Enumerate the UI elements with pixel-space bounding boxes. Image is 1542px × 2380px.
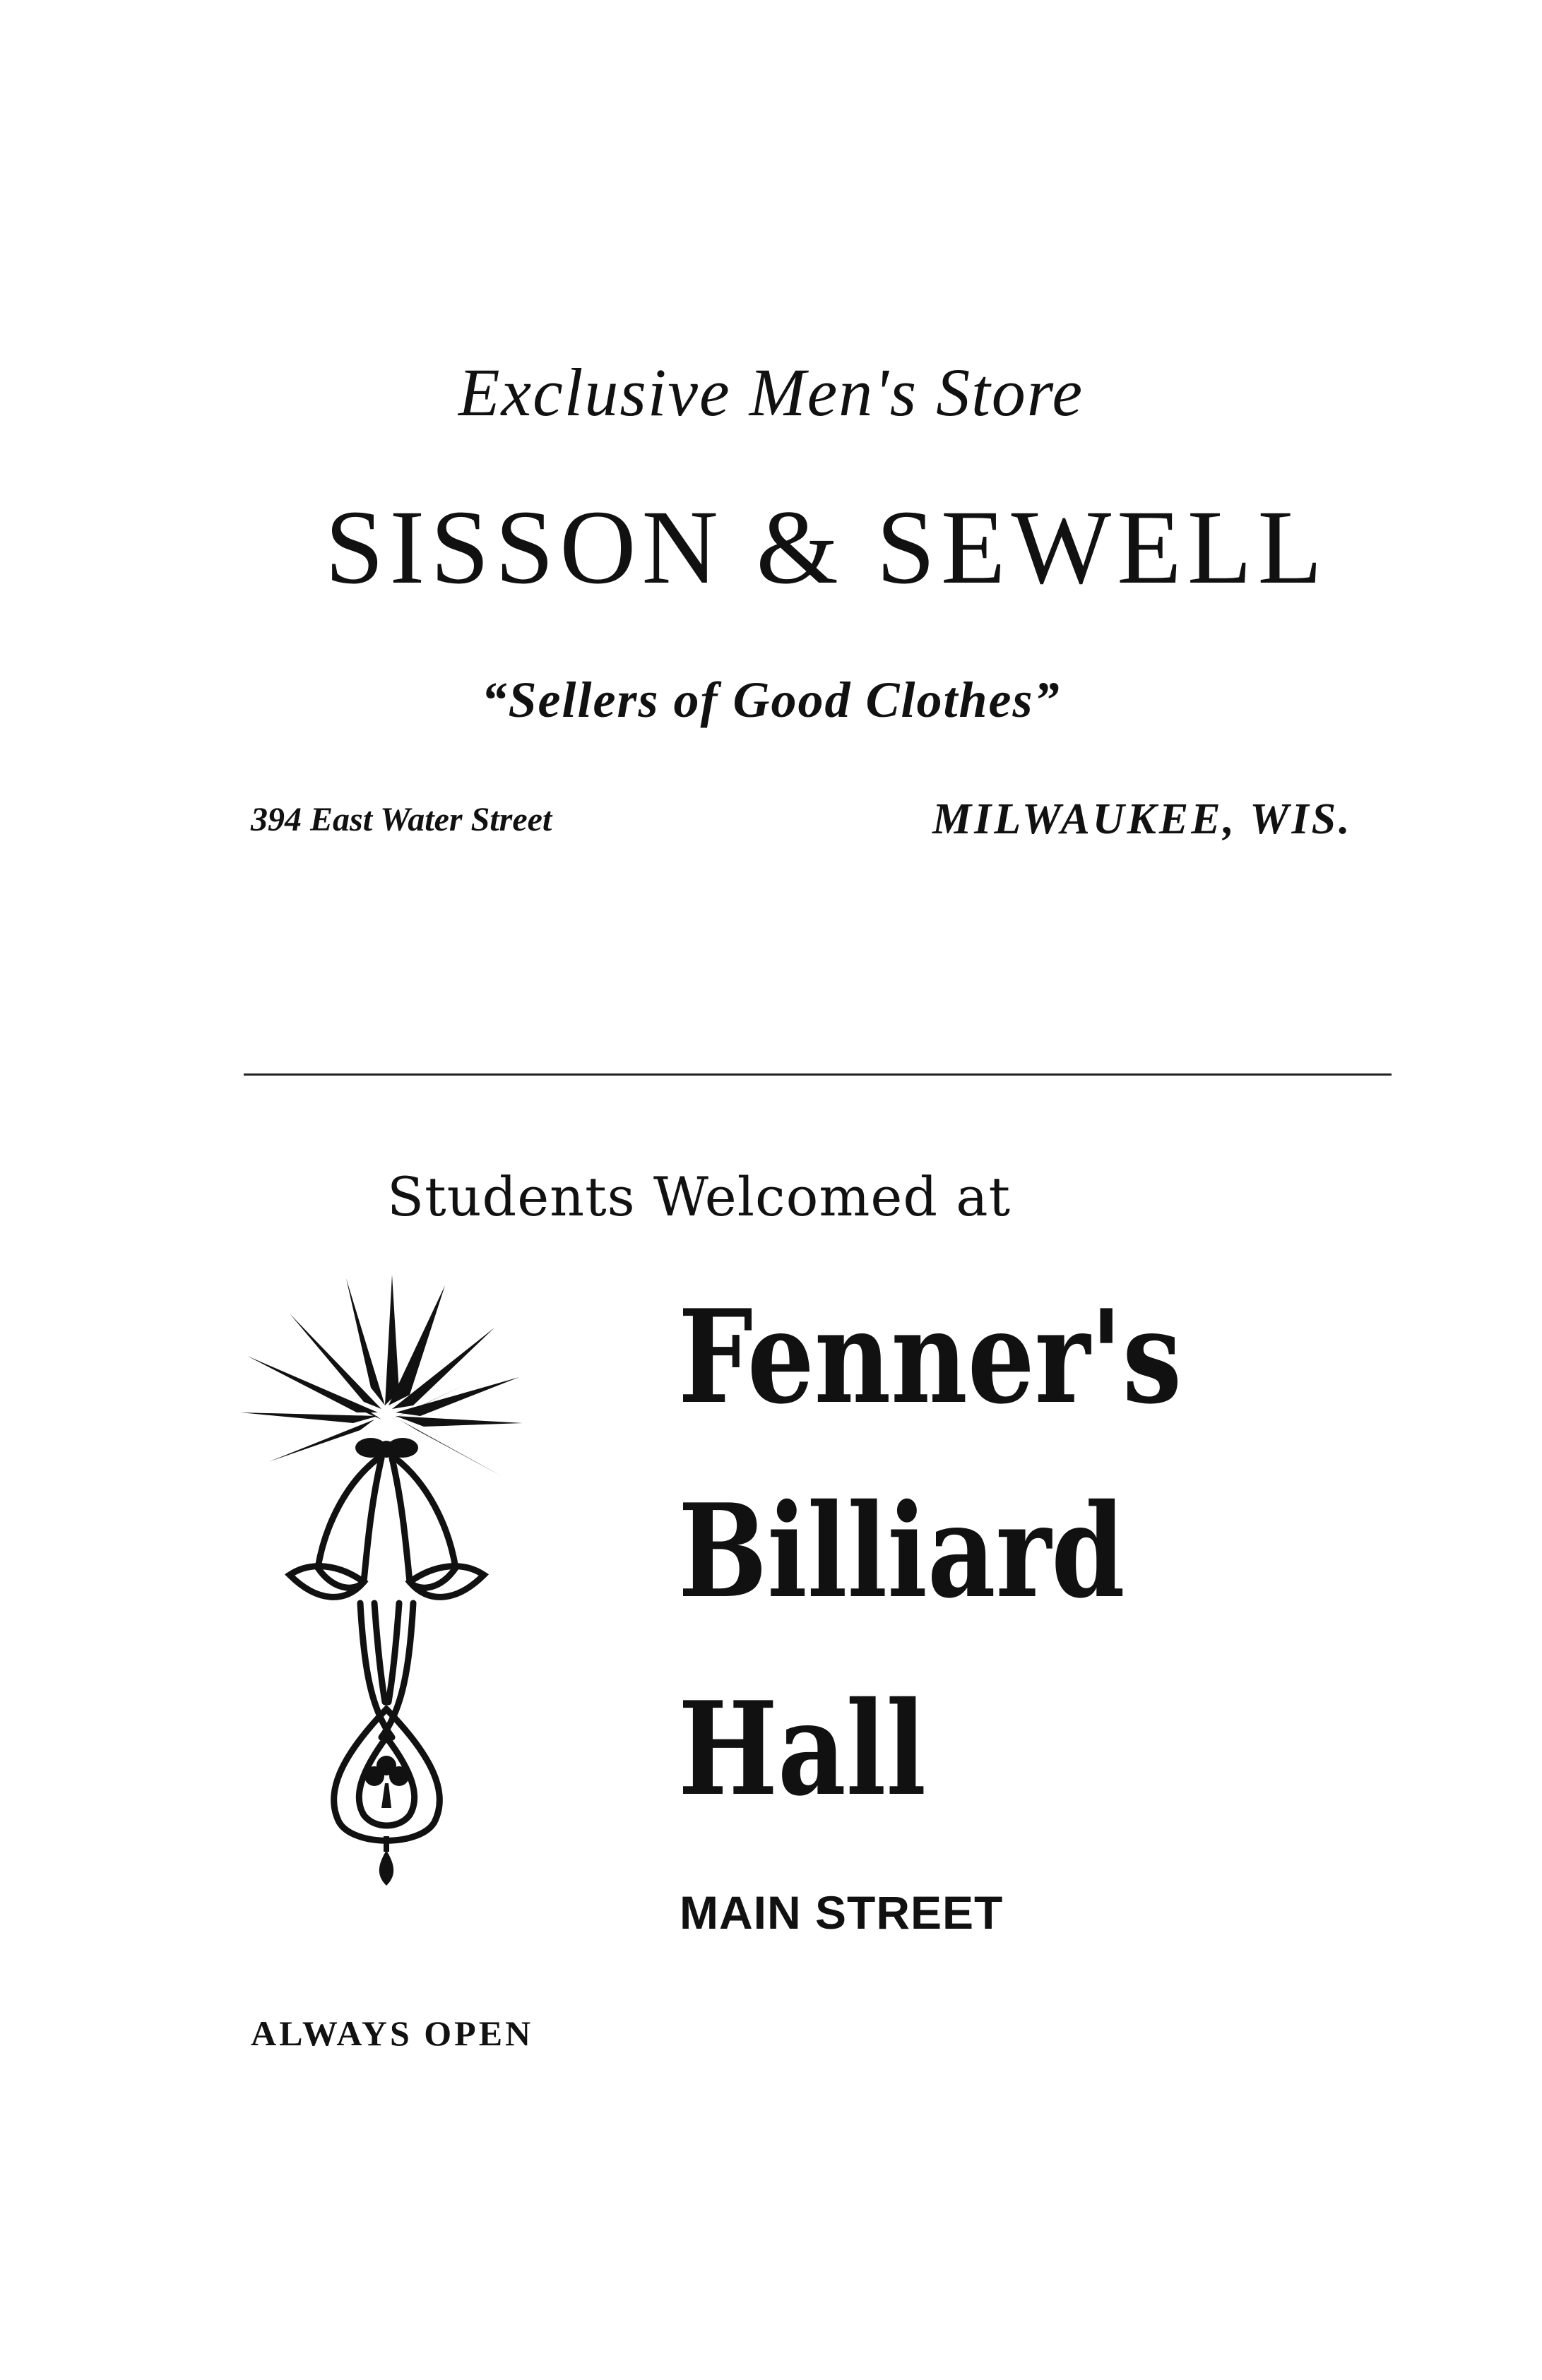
welcome-line: Students Welcomed at bbox=[387, 1165, 1012, 1228]
firm-name: SISSON & SEWELL bbox=[324, 489, 1329, 606]
city-state: MILWAUKEE, WIS. bbox=[932, 795, 1353, 843]
ad-divider bbox=[244, 1073, 1392, 1076]
hall-hours: ALWAYS OPEN bbox=[251, 2013, 534, 2053]
store-tagline: Exclusive Men's Store bbox=[458, 355, 1084, 430]
store-slogan: “Sellers of Good Clothes” bbox=[481, 672, 1061, 728]
art-nouveau-floral-ornament-icon bbox=[240, 1271, 530, 1893]
hall-name-line-3: Hall bbox=[678, 1673, 927, 1824]
hall-name-line-1: Fenner's bbox=[678, 1281, 1182, 1432]
hall-name-line-2: Billiard bbox=[678, 1475, 1125, 1626]
street-address: 394 East Water Street bbox=[251, 801, 552, 838]
hall-street: MAIN STREET bbox=[680, 1886, 1004, 1939]
